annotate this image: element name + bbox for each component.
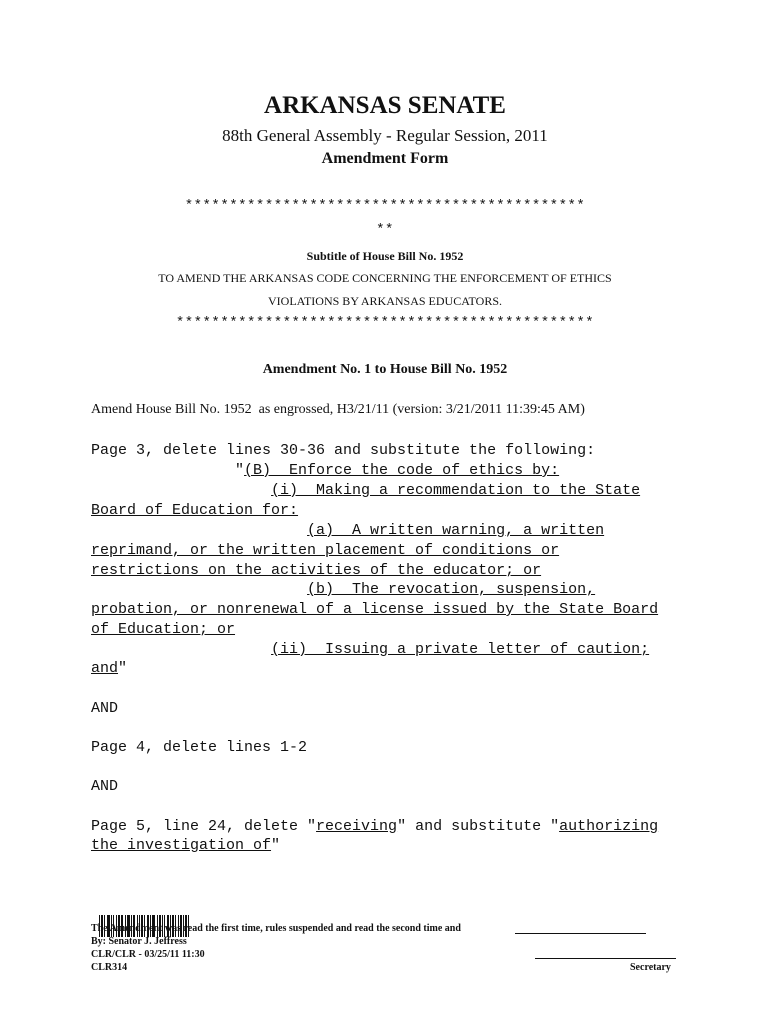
text-line bbox=[91, 836, 280, 856]
inserted-text: the investigation of bbox=[91, 837, 272, 854]
instruction-line bbox=[91, 817, 658, 837]
instruction-line: Page 4, delete lines 1-2 bbox=[91, 739, 308, 756]
inserted-text: Board of Education for: bbox=[91, 502, 299, 519]
read-blank-line bbox=[515, 933, 646, 934]
closing-quote: " bbox=[271, 837, 281, 854]
read-statement: The Amendment was read the first time, rules suspended and read the second time and bbox=[91, 923, 461, 934]
indent bbox=[91, 641, 271, 658]
indent bbox=[91, 482, 271, 499]
text-line bbox=[91, 501, 298, 521]
inserted-text: of Education; or bbox=[91, 621, 236, 638]
subtitle-line-1: TO AMEND THE ARKANSAS CODE CONCERNING THE ENFORCEMENT OF ETHICS bbox=[158, 271, 612, 285]
text-line bbox=[91, 541, 559, 561]
session-line: 88th General Assembly - Regular Session, 2011 bbox=[222, 126, 548, 145]
text-line bbox=[91, 640, 649, 660]
text-line bbox=[91, 580, 595, 600]
inserted-text: and bbox=[91, 660, 119, 677]
subtitle-heading: Subtitle of House Bill No. 1952 bbox=[306, 249, 464, 263]
inserted-text: (b) The revocation, suspension, bbox=[307, 581, 596, 598]
instruction-line: Page 3, delete lines 30-36 and substitute the following: bbox=[91, 442, 596, 459]
inserted-text: reprimand, or the written placement of conditions or bbox=[91, 542, 560, 559]
instruction-text: " and substitute " bbox=[397, 818, 560, 835]
stars-divider-continued: ** bbox=[376, 222, 394, 238]
text-line bbox=[91, 461, 559, 481]
form-name: Amendment Form bbox=[321, 150, 449, 167]
inserted-text: probation, or nonrenewal of a license issued by the State Board bbox=[91, 601, 659, 618]
indent: " bbox=[91, 462, 245, 479]
inserted-text: (a) A written warning, a written bbox=[307, 522, 605, 539]
signature-line bbox=[535, 958, 676, 959]
barcode-icon bbox=[91, 897, 181, 919]
amendment-number: Amendment No. 1 to House Bill No. 1952 bbox=[262, 362, 508, 377]
text-line bbox=[91, 561, 541, 581]
text-line bbox=[91, 600, 658, 620]
and-separator: AND bbox=[91, 778, 119, 795]
deleted-word: receiving bbox=[316, 818, 398, 835]
sponsor: By: Senator J. Jeffress bbox=[91, 936, 187, 947]
inserted-text: authorizing bbox=[559, 818, 659, 835]
text-line bbox=[91, 521, 604, 541]
inserted-text: (i) Making a recommendation to the State bbox=[271, 482, 641, 499]
inserted-text: (B) Enforce the code of ethics by: bbox=[244, 462, 560, 479]
page-title: ARKANSAS SENATE bbox=[264, 92, 506, 119]
subtitle-line-2: VIOLATIONS BY ARKANSAS EDUCATORS. bbox=[267, 294, 503, 308]
and-separator: AND bbox=[91, 700, 119, 717]
text-line bbox=[91, 659, 127, 679]
secretary-label: Secretary bbox=[630, 962, 671, 973]
amend-bill-line: Amend House Bill No. 1952 as engrossed, H3/21/11 (version: 3/21/2011 11:39:45 AM) bbox=[91, 402, 585, 417]
stars-divider-bottom: *********************************************** bbox=[175, 315, 595, 331]
indent bbox=[91, 581, 307, 598]
clr-stamp: CLR/CLR - 03/25/11 11:30 bbox=[91, 949, 205, 960]
text-line bbox=[91, 481, 640, 501]
inserted-text: (ii) Issuing a private letter of caution; bbox=[271, 641, 650, 658]
inserted-text: restrictions on the activities of the educator; or bbox=[91, 562, 542, 579]
instruction-text: Page 5, line 24, delete " bbox=[91, 818, 317, 835]
closing-quote: " bbox=[118, 660, 128, 677]
indent bbox=[91, 522, 307, 539]
stars-divider-top: ********************************************* bbox=[184, 198, 586, 214]
text-line bbox=[91, 620, 235, 640]
form-code: CLR314 bbox=[91, 962, 128, 973]
